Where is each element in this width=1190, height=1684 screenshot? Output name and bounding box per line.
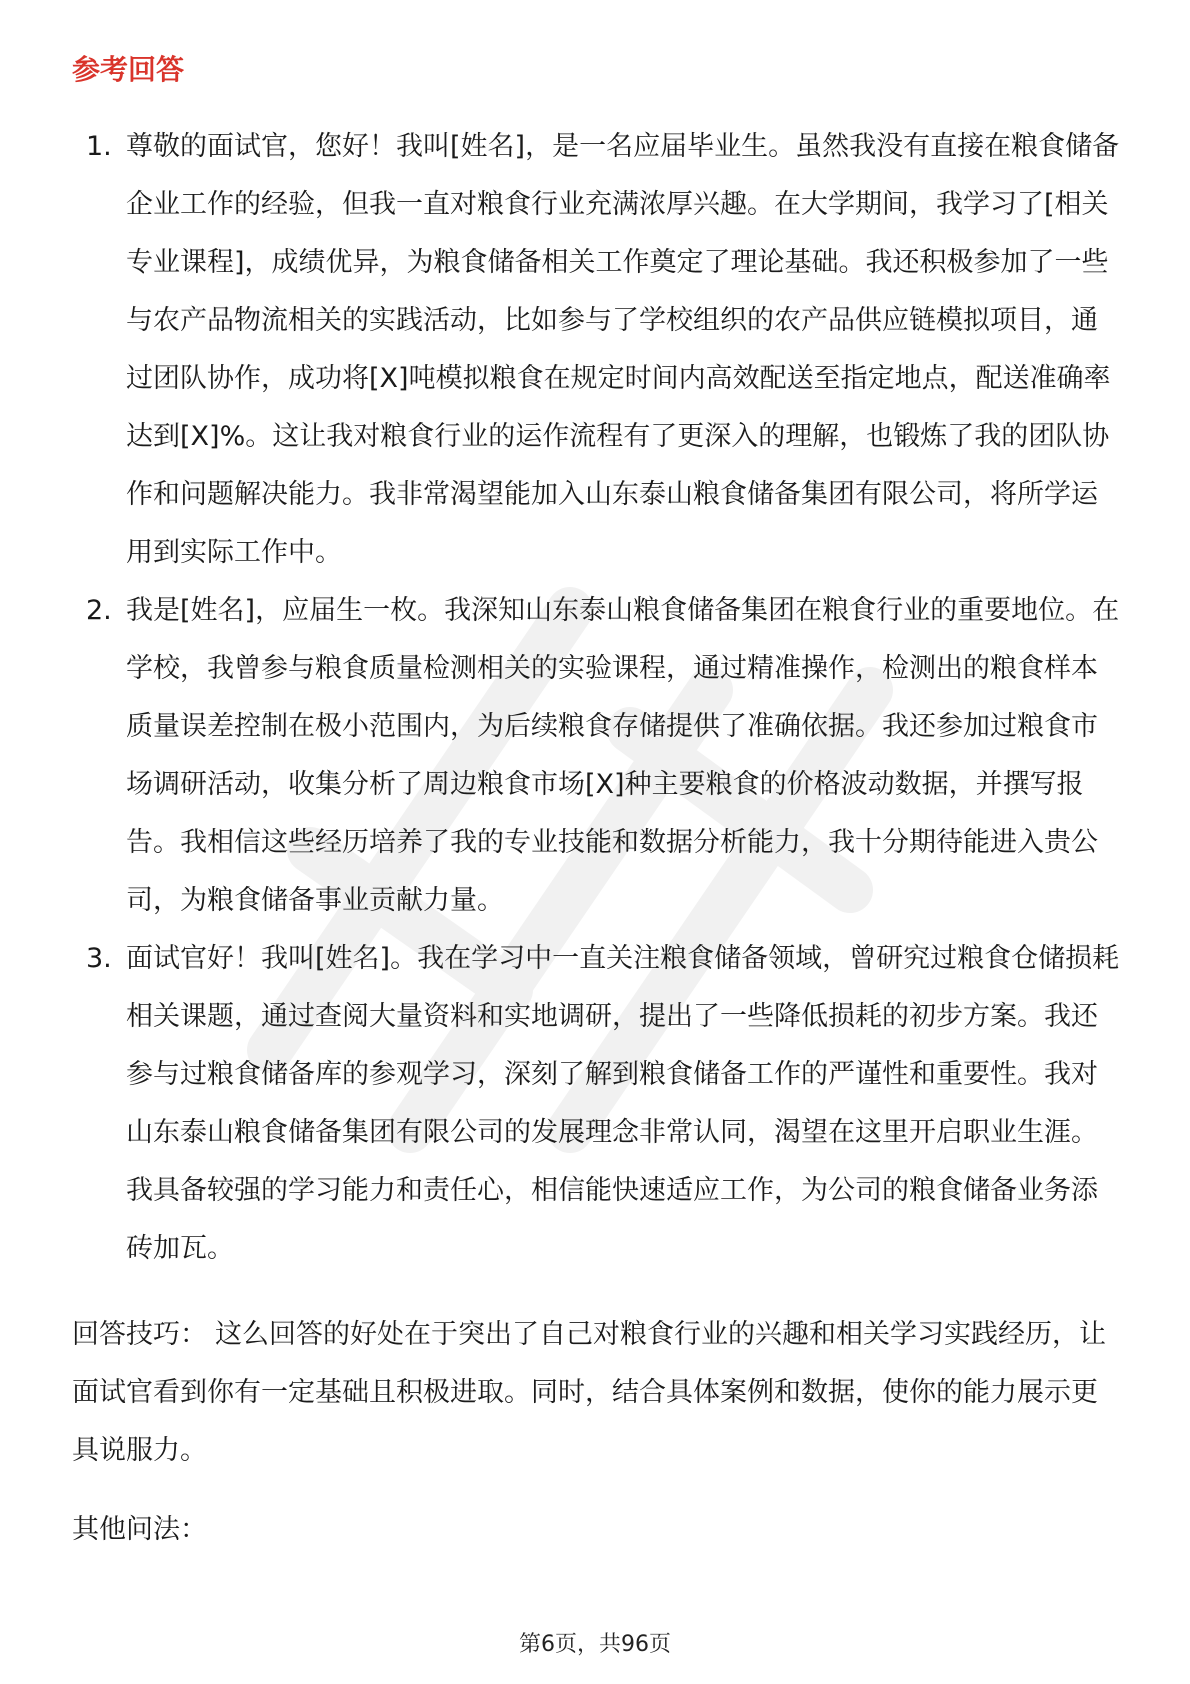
answer-number: 3. <box>86 943 112 974</box>
answer-text: 面试官好！我叫[姓名]。我在学习中一直关注粮食储备领域，曾研究过粮食仓储损耗相关课题，通过查阅大量资料和实地调研，提出了一些降低损耗的初步方案。我还参与过粮食储备库的参观学习，深刻了解到粮食储备工作的严谨性和重要性。我对山东泰山粮食储备集团有限公司的发展理念非常认同，渴望在这里开启职业生涯。我具备较强的学习能力和责任心，相信能快速适应工作，为公司的粮食储备业务添砖加瓦。 <box>126 943 1120 1264</box>
other-questions-label: 其他问法： <box>72 1514 207 1545</box>
tips-label: 回答技巧： <box>72 1319 207 1350</box>
answer-number: 1. <box>86 131 112 162</box>
section-heading: 参考回答 <box>72 53 185 86</box>
answer-item-2 <box>72 582 1122 930</box>
answer-text: 尊敬的面试官，您好！我叫[姓名]，是一名应届毕业生。虽然我没有直接在粮食储备企业工作的经验，但我一直对粮食行业充满浓厚兴趣。在大学期间，我学习了[相关专业课程]，成绩优异，为粮食储备相关工作奠定了理论基础。我还积极参加了一些与农产品物流相关的实践活动，比如参与了学校组织的农产品供应链模拟项目，通过团队协作，成功将[X]吨模拟粮食在规定时间内高效配送至指定地点，配送准确率达到[X]%。这让我对粮食行业的运作流程有了更深入的理解，也锻炼了我的团队协作和问题解决能力。我非常渴望能加入山东泰山粮食储备集团有限公司，将所学运用到实际工作中。 <box>126 131 1120 568</box>
answer-item-3 <box>72 930 1122 1278</box>
tips-text: 这么回答的好处在于突出了自己对粮食行业的兴趣和相关学习实践经历，让面试官看到你有一定基础且积极进取。同时，结合具体案例和数据，使你的能力展示更具说服力。 <box>72 1319 1106 1466</box>
answer-item-1 <box>72 118 1122 582</box>
page-number: 第6页，共96页 <box>519 1632 671 1657</box>
answer-tips <box>72 1306 1122 1480</box>
answer-text: 我是[姓名]，应届生一枚。我深知山东泰山粮食储备集团在粮食行业的重要地位。在学校，我曾参与粮食质量检测相关的实验课程，通过精准操作，检测出的粮食样本质量误差控制在极小范围内，为后续粮食存储提供了准确依据。我还参加过粮食市场调研活动，收集分析了周边粮食市场[X]种主要粮食的价格波动数据，并撰写报告。我相信这些经历培养了我的专业技能和数据分析能力，我十分期待能进入贵公司，为粮食储备事业贡献力量。 <box>126 595 1120 916</box>
answer-number: 2. <box>86 595 112 626</box>
answer-list <box>72 118 1122 1278</box>
